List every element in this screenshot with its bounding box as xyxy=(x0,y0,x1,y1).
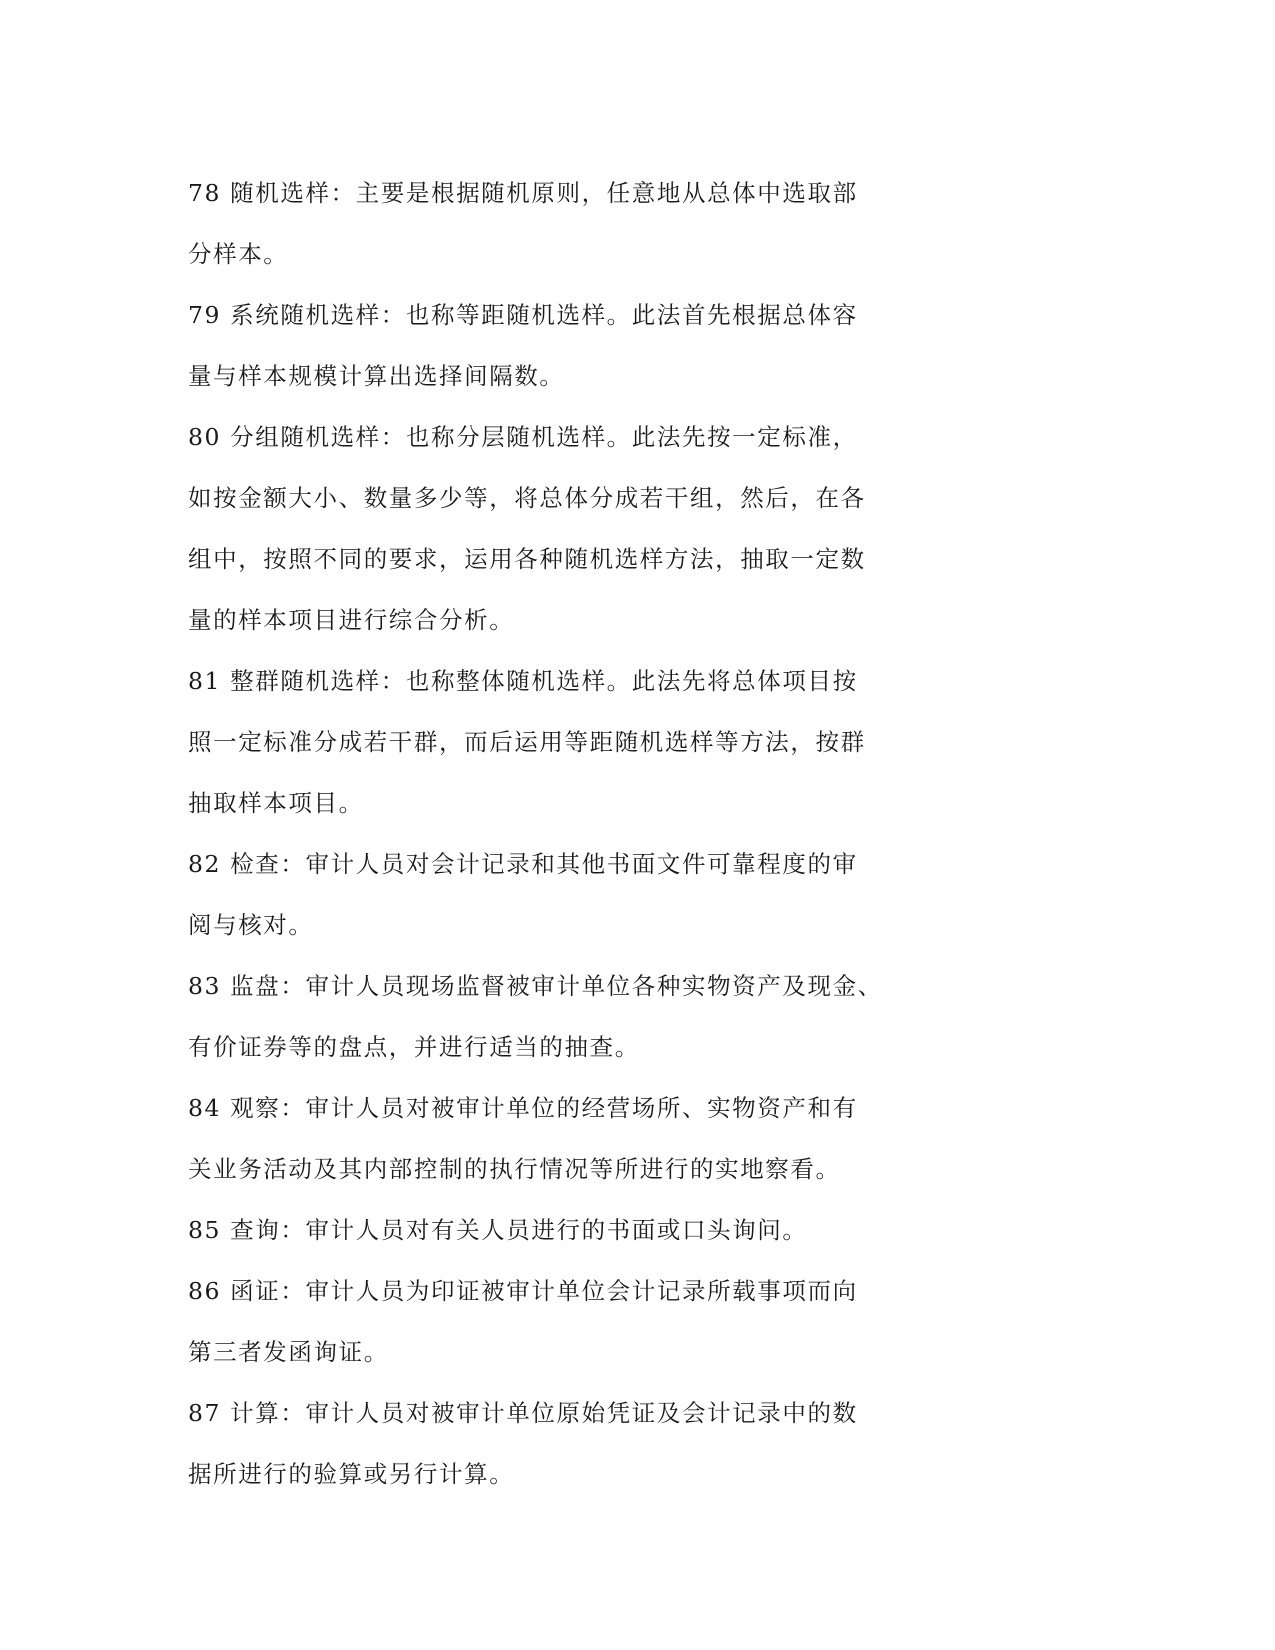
text-line: 照一定标准分成若干群，而后运用等距随机选样等方法，按群 xyxy=(188,728,866,756)
text-line: 81 整群随机选样：也称整体随机选样。此法先将总体项目按 xyxy=(188,667,858,695)
text-line: 抽取样本项目。 xyxy=(188,789,364,817)
text-line: 分样本。 xyxy=(188,240,289,268)
text-line: 如按金额大小、数量多少等，将总体分成若干组，然后，在各 xyxy=(188,484,866,512)
text-line: 80 分组随机选样：也称分层随机选样。此法先按一定标准， xyxy=(188,423,858,451)
document-body xyxy=(188,163,883,1505)
text-line: 量的样本项目进行综合分析。 xyxy=(188,606,515,634)
text-line: 关业务活动及其内部控制的执行情况等所进行的实地察看。 xyxy=(188,1155,841,1183)
text-line: 84 观察：审计人员对被审计单位的经营场所、实物资产和有 xyxy=(188,1094,858,1122)
text-line: 第三者发函询证。 xyxy=(188,1338,389,1366)
text-line: 据所进行的验算或另行计算。 xyxy=(188,1460,515,1488)
text-line: 82 检查：审计人员对会计记录和其他书面文件可靠程度的审 xyxy=(188,850,858,878)
text-line: 86 函证：审计人员为印证被审计单位会计记录所载事项而向 xyxy=(188,1277,858,1305)
text-line: 79 系统随机选样：也称等距随机选样。此法首先根据总体容 xyxy=(188,301,858,329)
text-line: 87 计算：审计人员对被审计单位原始凭证及会计记录中的数 xyxy=(188,1399,858,1427)
text-line: 阅与核对。 xyxy=(188,911,314,939)
text-line: 83 监盘：审计人员现场监督被审计单位各种实物资产及现金、 xyxy=(188,972,883,1000)
text-line: 量与样本规模计算出选择间隔数。 xyxy=(188,362,565,390)
text-line: 组中，按照不同的要求，运用各种随机选样方法，抽取一定数 xyxy=(188,545,866,573)
text-line: 85 查询：审计人员对有关人员进行的书面或口头询问。 xyxy=(188,1216,808,1244)
text-line: 78 随机选样：主要是根据随机原则，任意地从总体中选取部 xyxy=(188,179,858,207)
text-line: 有价证券等的盘点，并进行适当的抽查。 xyxy=(188,1033,640,1061)
